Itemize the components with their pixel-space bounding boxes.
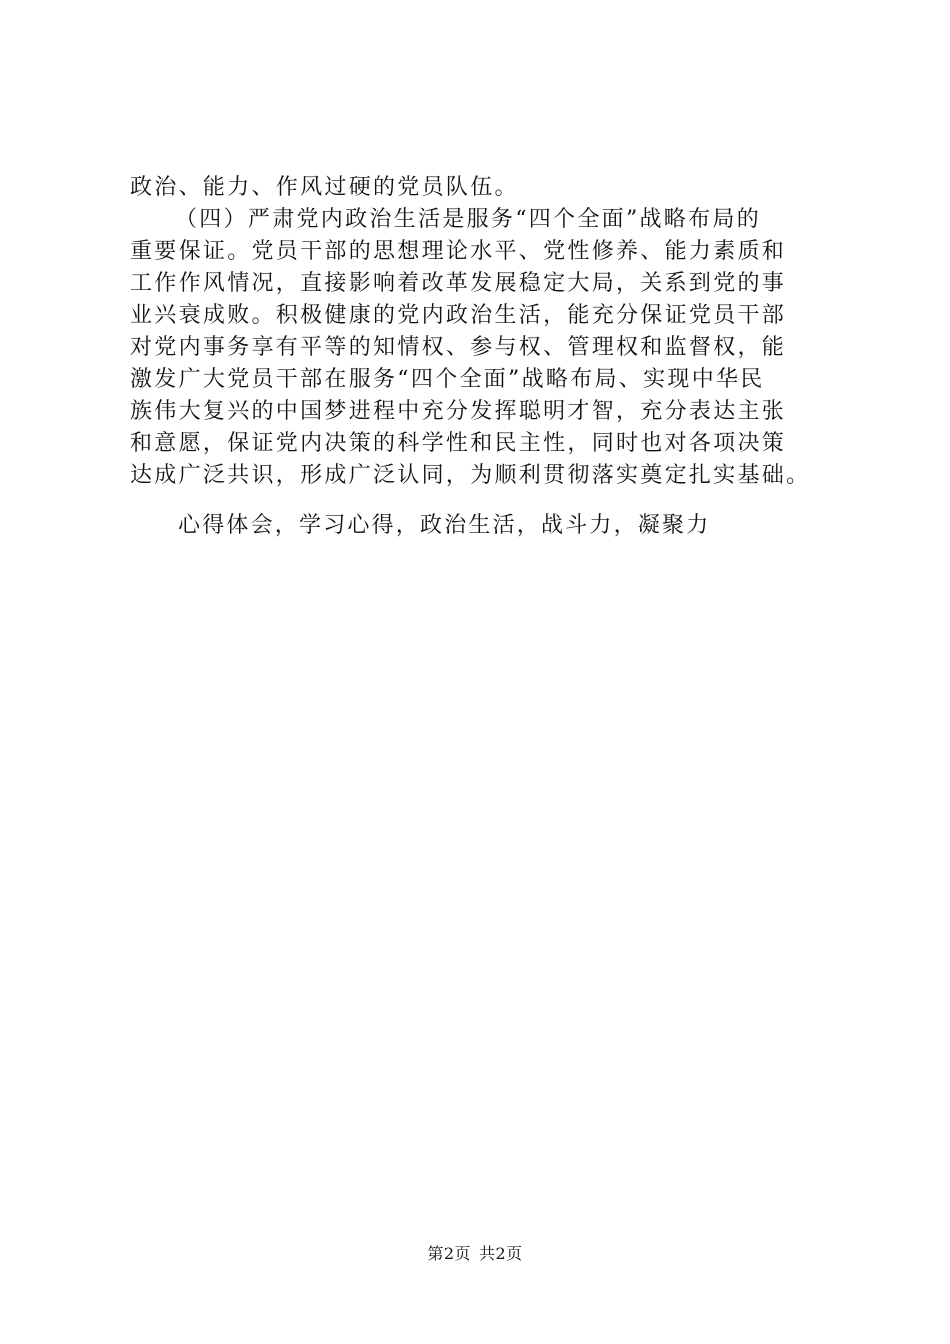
- paragraph-line: 和意愿，保证党内决策的科学性和民主性，同时也对各项决策: [130, 431, 787, 456]
- paragraph-line: 业兴衰成败。积极健康的党内政治生活，能充分保证党员干部: [130, 303, 787, 328]
- paragraph-line: 族伟大复兴的中国梦进程中充分发挥聪明才智，充分表达主张: [130, 399, 787, 424]
- paragraph-line: 对党内事务享有平等的知情权、参与权、管理权和监督权，能: [130, 335, 787, 360]
- body-text: [130, 172, 845, 492]
- paragraph-line: 达成广泛共识，形成广泛认同，为顺利贯彻落实奠定扎实基础。: [130, 463, 811, 488]
- page-footer: [0, 1243, 950, 1265]
- paragraph-line: 重要保证。党员干部的思想理论水平、党性修养、能力素质和: [130, 239, 787, 264]
- paragraph-line: （四）严肃党内政治生活是服务“四个全面”战略布局的: [175, 207, 761, 232]
- paragraph-line: 政治、能力、作风过硬的党员队伍。: [130, 175, 519, 200]
- page-number-current: 第2页: [427, 1244, 471, 1263]
- keywords-line: 心得体会，学习心得，政治生活，战斗力，凝聚力: [178, 513, 711, 538]
- page-number-total: 共2页: [479, 1244, 523, 1263]
- paragraph-line: 激发广大党员干部在服务“四个全面”战略布局、实现中华民: [130, 367, 765, 392]
- paragraph-line: 工作作风情况，直接影响着改革发展稳定大局，关系到党的事: [130, 271, 787, 296]
